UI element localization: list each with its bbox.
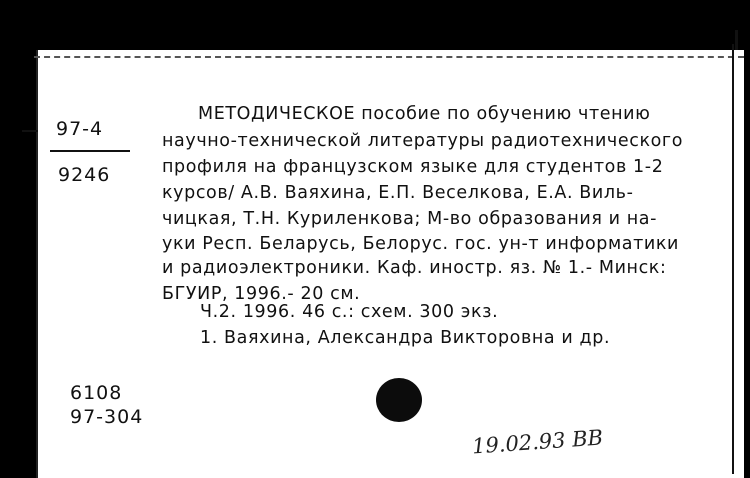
shelf-number-divider <box>50 150 130 152</box>
entry-line: научно-технической литературы радиотехнического <box>162 131 684 151</box>
entry-line: и радиоэлектроники. Каф. иностр. яз. № 1.- Минск: <box>162 258 667 278</box>
inventory-number: 6108 <box>70 382 123 404</box>
inventory-number: 97-304 <box>70 406 144 428</box>
edge-mark <box>735 30 738 50</box>
shelf-number-bottom: 9246 <box>58 164 111 186</box>
card-top-border <box>34 56 744 58</box>
entry-line: профиля на французском языке для студентов 1-2 <box>162 157 664 177</box>
edge-mark <box>22 130 38 132</box>
entry-line: БГУИР, 1996.- 20 см. <box>162 284 361 304</box>
entry-line: 1. Ваяхина, Александра Викторовна и др. <box>200 328 611 348</box>
entry-line: уки Респ. Беларусь, Белорус. гос. ун-т информатики <box>162 234 680 254</box>
card-right-edge <box>732 44 734 474</box>
handwritten-date-note: 19.02.93 ВВ <box>471 425 604 459</box>
entry-line: чицкая, Т.Н. Куриленкова; М-во образования и на- <box>162 209 658 229</box>
shelf-number-top: 97-4 <box>56 118 104 140</box>
entry-line: курсов/ А.В. Ваяхина, Е.П. Веселкова, Е.А. Виль- <box>162 183 634 203</box>
card-punch-hole <box>376 378 422 422</box>
entry-line: Ч.2. 1996. 46 с.: схем. 300 экз. <box>200 302 499 322</box>
entry-line: МЕТОДИЧЕСКОЕ пособие по обучению чтению <box>198 104 651 124</box>
